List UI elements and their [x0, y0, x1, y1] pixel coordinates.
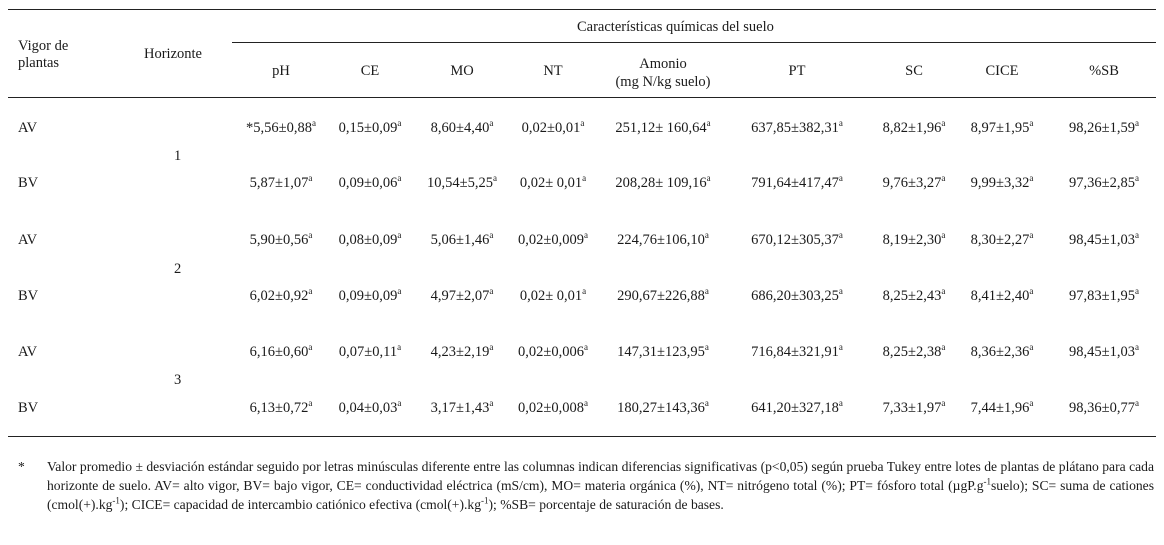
cell-value: 5,06±1,46 — [430, 232, 490, 248]
table-cell — [1024, 398, 1164, 416]
cell-value: 716,84±321,91 — [751, 344, 839, 360]
cell-value: 637,85±382,31 — [751, 120, 839, 136]
significance-letter: a — [311, 118, 316, 129]
significance-letter: a — [1029, 286, 1034, 297]
significance-letter: a — [1029, 173, 1034, 184]
cell-value: *5,56±0,88 — [246, 120, 312, 136]
significance-letter: a — [704, 286, 709, 297]
table-cell — [1024, 118, 1164, 136]
cell-value: 98,45±1,03 — [1069, 344, 1135, 360]
cell-value: 10,54±5,25 — [427, 175, 493, 191]
group-header-rule — [232, 42, 1156, 43]
significance-letter: a — [308, 342, 313, 353]
significance-letter: a — [397, 118, 402, 129]
cell-value: 9,99±3,32 — [970, 175, 1030, 191]
cell-value: 670,12±305,37 — [751, 232, 839, 248]
significance-letter: a — [308, 398, 313, 409]
significance-letter: a — [492, 173, 497, 184]
significance-letter: a — [941, 398, 946, 409]
cell-value: 5,87±1,07 — [249, 175, 309, 191]
significance-letter: a — [583, 398, 588, 409]
significance-letter: a — [580, 118, 585, 129]
cell-value: 641,20±327,18 — [751, 400, 839, 416]
horizon-label: 1 — [174, 148, 182, 164]
table-cell — [1024, 342, 1164, 360]
cell-value: 8,30±2,27 — [970, 232, 1030, 248]
significance-letter: a — [582, 173, 587, 184]
cell-value: 7,33±1,97 — [882, 400, 942, 416]
significance-letter: a — [397, 342, 402, 353]
significance-letter: a — [1134, 398, 1139, 409]
horizon-label: 2 — [174, 261, 182, 277]
cell-value: 147,31±123,95 — [617, 344, 705, 360]
significance-letter: a — [706, 173, 711, 184]
cell-value: 224,76±106,10 — [617, 232, 705, 248]
bottom-rule — [8, 436, 1156, 437]
column-header: pH — [272, 63, 290, 79]
cell-value: 8,25±2,38 — [882, 344, 942, 360]
cell-value: 98,36±0,77 — [1069, 400, 1135, 416]
significance-letter: a — [838, 118, 843, 129]
cell-value: 0,15±0,09 — [338, 120, 398, 136]
column-header: SC — [905, 63, 923, 79]
significance-letter: a — [941, 286, 946, 297]
column-header: %SB — [1089, 63, 1119, 79]
vigor-label: AV — [18, 344, 38, 360]
significance-letter: a — [489, 342, 494, 353]
cell-value: 791,64±417,47 — [751, 175, 839, 191]
significance-letter: a — [706, 118, 711, 129]
significance-letter: a — [941, 230, 946, 241]
significance-letter: a — [941, 118, 946, 129]
significance-letter: a — [1134, 286, 1139, 297]
cell-value: 208,28± 109,16 — [615, 175, 707, 191]
cell-value: 8,25±2,43 — [882, 288, 942, 304]
cell-value: 5,90±0,56 — [249, 232, 309, 248]
significance-letter: a — [941, 342, 946, 353]
vigor-label: AV — [18, 232, 38, 248]
cell-value: 0,02±0,006 — [518, 344, 584, 360]
cell-value: 97,83±1,95 — [1069, 288, 1135, 304]
column-header: Amonio (mg N/kg suelo) — [615, 56, 711, 90]
cell-value: 251,12± 160,64 — [615, 120, 707, 136]
significance-letter: a — [582, 286, 587, 297]
significance-letter: a — [1029, 342, 1034, 353]
significance-letter: a — [704, 342, 709, 353]
cell-value: 290,67±226,88 — [617, 288, 705, 304]
significance-letter: a — [397, 398, 402, 409]
significance-letter: a — [704, 398, 709, 409]
cell-value: 8,41±2,40 — [970, 288, 1030, 304]
row-header-vigor: Vigor de plantas — [18, 38, 69, 71]
significance-letter: a — [1134, 173, 1139, 184]
cell-value: 98,26±1,59 — [1069, 120, 1135, 136]
significance-letter: a — [583, 230, 588, 241]
group-header: Características químicas del suelo — [577, 19, 774, 35]
table-cell — [1024, 173, 1164, 191]
cell-value: 0,02±0,01 — [521, 120, 581, 136]
cell-value: 686,20±303,25 — [751, 288, 839, 304]
significance-letter: a — [1029, 398, 1034, 409]
cell-value: 4,23±2,19 — [430, 344, 490, 360]
cell-value: 0,09±0,06 — [338, 175, 398, 191]
cell-value: 0,09±0,09 — [338, 288, 398, 304]
cell-value: 9,76±3,27 — [882, 175, 942, 191]
vigor-label: BV — [18, 175, 39, 191]
cell-value: 4,97±2,07 — [430, 288, 490, 304]
footnote-marker: * — [18, 459, 25, 474]
vigor-label: BV — [18, 400, 39, 416]
table-cell — [1024, 286, 1164, 304]
cell-value: 98,45±1,03 — [1069, 232, 1135, 248]
significance-letter: a — [838, 230, 843, 241]
cell-value: 6,13±0,72 — [249, 400, 309, 416]
significance-letter: a — [838, 286, 843, 297]
column-header: MO — [450, 63, 474, 79]
cell-value: 0,08±0,09 — [338, 232, 398, 248]
significance-letter: a — [489, 398, 494, 409]
significance-letter: a — [941, 173, 946, 184]
significance-letter: a — [704, 230, 709, 241]
significance-letter: a — [397, 173, 402, 184]
cell-value: 0,02±0,009 — [518, 232, 584, 248]
top-rule — [8, 9, 1156, 10]
cell-value: 8,19±2,30 — [882, 232, 942, 248]
header-bottom-rule — [8, 97, 1156, 98]
significance-letter: a — [1134, 342, 1139, 353]
footnote-text: Valor promedio ± desviación estándar seguido por letras minúsculas diferente entre las columnas indican diferencias significativas (p<0,05) según prueba Tukey entre lotes de plantas de plátano para cada horizonte de suelo. AV= alto vigor, BV= bajo vigor, CE= conductividad eléctrica (mS/cm), MO= materia orgánica (%), NT= nitrógeno total (%); PT= fósforo total $(\mu gP.g^{-1}suelo)$; SC= suma de cationes $(cmol(+).kg^{-1})$; CICE= capacidad de intercambio catiónico efectiva $(cmol(+).kg^{-1})$; %SB= porcentaje de saturación de bases. — [47, 459, 1154, 512]
significance-letter: a — [397, 230, 402, 241]
significance-letter: a — [308, 173, 313, 184]
significance-letter: a — [397, 286, 402, 297]
cell-value: 0,04±0,03 — [338, 400, 398, 416]
significance-letter: a — [1134, 118, 1139, 129]
cell-value: 6,02±0,92 — [249, 288, 309, 304]
significance-letter: a — [583, 342, 588, 353]
significance-letter: a — [1029, 118, 1034, 129]
cell-value: 0,02± 0,01 — [519, 175, 583, 191]
cell-value: 180,27±143,36 — [617, 400, 705, 416]
significance-letter: a — [489, 286, 494, 297]
column-header: PT — [788, 63, 806, 79]
cell-value: 6,16±0,60 — [249, 344, 309, 360]
cell-value: 0,02± 0,01 — [519, 288, 583, 304]
row-header-horizonte: Horizonte — [144, 46, 202, 62]
horizon-label: 3 — [174, 372, 182, 388]
cell-value: 8,82±1,96 — [882, 120, 942, 136]
significance-letter: a — [838, 173, 843, 184]
cell-value: 3,17±1,43 — [430, 400, 490, 416]
significance-letter: a — [838, 342, 843, 353]
significance-letter: a — [489, 230, 494, 241]
significance-letter: a — [838, 398, 843, 409]
footnote — [18, 457, 1154, 514]
cell-value: 0,07±0,11 — [338, 344, 398, 360]
cell-value: 8,60±4,40 — [430, 120, 490, 136]
significance-letter: a — [1029, 230, 1034, 241]
significance-letter: a — [1134, 230, 1139, 241]
column-header: CE — [360, 63, 380, 79]
significance-letter: a — [308, 230, 313, 241]
significance-letter: a — [489, 118, 494, 129]
cell-value: 97,36±2,85 — [1069, 175, 1135, 191]
cell-value: 7,44±1,96 — [970, 400, 1030, 416]
cell-value: 8,97±1,95 — [970, 120, 1030, 136]
vigor-label: BV — [18, 288, 39, 304]
significance-letter: a — [308, 286, 313, 297]
column-header: NT — [543, 63, 563, 79]
cell-value: 8,36±2,36 — [970, 344, 1030, 360]
cell-value: 0,02±0,008 — [518, 400, 584, 416]
column-header: CICE — [985, 63, 1019, 79]
table-cell — [1024, 230, 1164, 248]
vigor-label: AV — [18, 120, 38, 136]
